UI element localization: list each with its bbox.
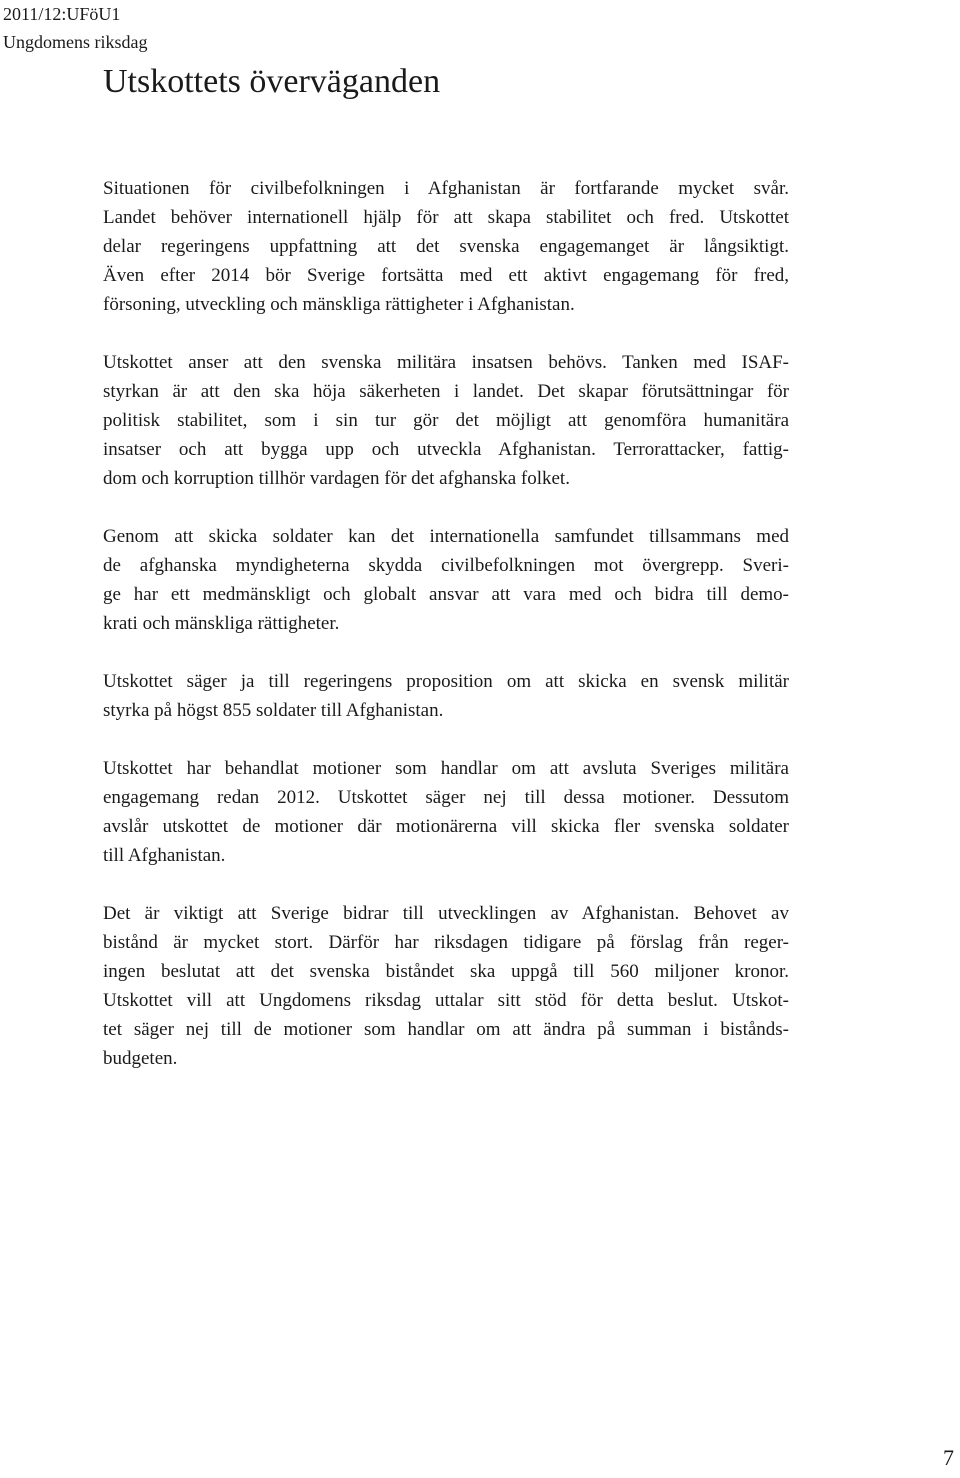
section-title: Utskottets överväganden: [103, 63, 441, 100]
text-line: Situationen för civilbefolkningen i Afghanistan är fortfarande mycket svår.: [103, 178, 789, 199]
paragraph: [103, 522, 789, 638]
paragraph: [103, 754, 789, 870]
text-line: Landet behöver internationell hjälp för att skapa stabilitet och fred. Utskottet: [103, 207, 789, 228]
page-number: 7: [943, 1445, 954, 1470]
text-line: engagemang redan 2012. Utskottet säger nej till dessa motioner. Dessutom: [103, 787, 789, 808]
text-line: delar regeringens uppfattning att det svenska engagemanget är långsiktigt.: [103, 236, 789, 257]
text-line: Det är viktigt att Sverige bidrar till utvecklingen av Afghanistan. Behovet av: [103, 903, 789, 924]
running-header: [3, 0, 147, 56]
organization-name: Ungdomens riksdag: [3, 32, 148, 52]
text-line: insatser och att bygga upp och utveckla Afghanistan. Terrorattacker, fattig-: [103, 439, 789, 460]
text-line: Genom att skicka soldater kan det internationella samfundet tillsammans med: [103, 526, 789, 547]
text-line: politisk stabilitet, som i sin tur gör det möjligt att genomföra humanitära: [103, 410, 789, 431]
text-line: bistånd är mycket stort. Därför har riksdagen tidigare på förslag från reger-: [103, 932, 789, 953]
text-line: ingen beslutat att det svenska biståndet ska uppgå till 560 miljoner kronor.: [103, 961, 789, 982]
body-text: [103, 174, 789, 1073]
text-line: krati och mänskliga rättigheter.: [103, 613, 340, 634]
text-line: ge har ett medmänskligt och globalt ansvar att vara med och bidra till demo-: [103, 584, 789, 605]
document-id: 2011/12:UFöU1: [3, 4, 121, 24]
text-line: Utskottet vill att Ungdomens riksdag uttalar sitt stöd för detta beslut. Utskot-: [103, 990, 789, 1011]
text-line: de afghanska myndigheterna skydda civilbefolkningen mot övergrepp. Sveri-: [103, 555, 789, 576]
text-line: Utskottet har behandlat motioner som handlar om att avsluta Sveriges militära: [103, 758, 789, 779]
paragraph: [103, 174, 789, 319]
text-line: Utskottet anser att den svenska militära insatsen behövs. Tanken med ISAF-: [103, 352, 789, 373]
text-line: dom och korruption tillhör vardagen för det afghanska folket.: [103, 468, 570, 489]
text-line: budgeten.: [103, 1048, 178, 1069]
paragraph: [103, 348, 789, 493]
text-line: Utskottet säger ja till regeringens proposition om att skicka en svensk militär: [103, 671, 789, 692]
paragraph: [103, 667, 789, 725]
text-line: till Afghanistan.: [103, 845, 226, 866]
text-line: avslår utskottet de motioner där motionärerna vill skicka fler svenska soldater: [103, 816, 789, 837]
text-line: styrkan är att den ska höja säkerheten i landet. Det skapar förutsättningar för: [103, 381, 789, 402]
text-line: tet säger nej till de motioner som handlar om att ändra på summan i bistånds-: [103, 1019, 789, 1040]
paragraph: [103, 899, 789, 1073]
text-line: försoning, utveckling och mänskliga rättigheter i Afghanistan.: [103, 294, 575, 315]
text-line: Även efter 2014 bör Sverige fortsätta med ett aktivt engagemang för fred,: [103, 265, 789, 286]
text-line: styrka på högst 855 soldater till Afghanistan.: [103, 700, 444, 721]
